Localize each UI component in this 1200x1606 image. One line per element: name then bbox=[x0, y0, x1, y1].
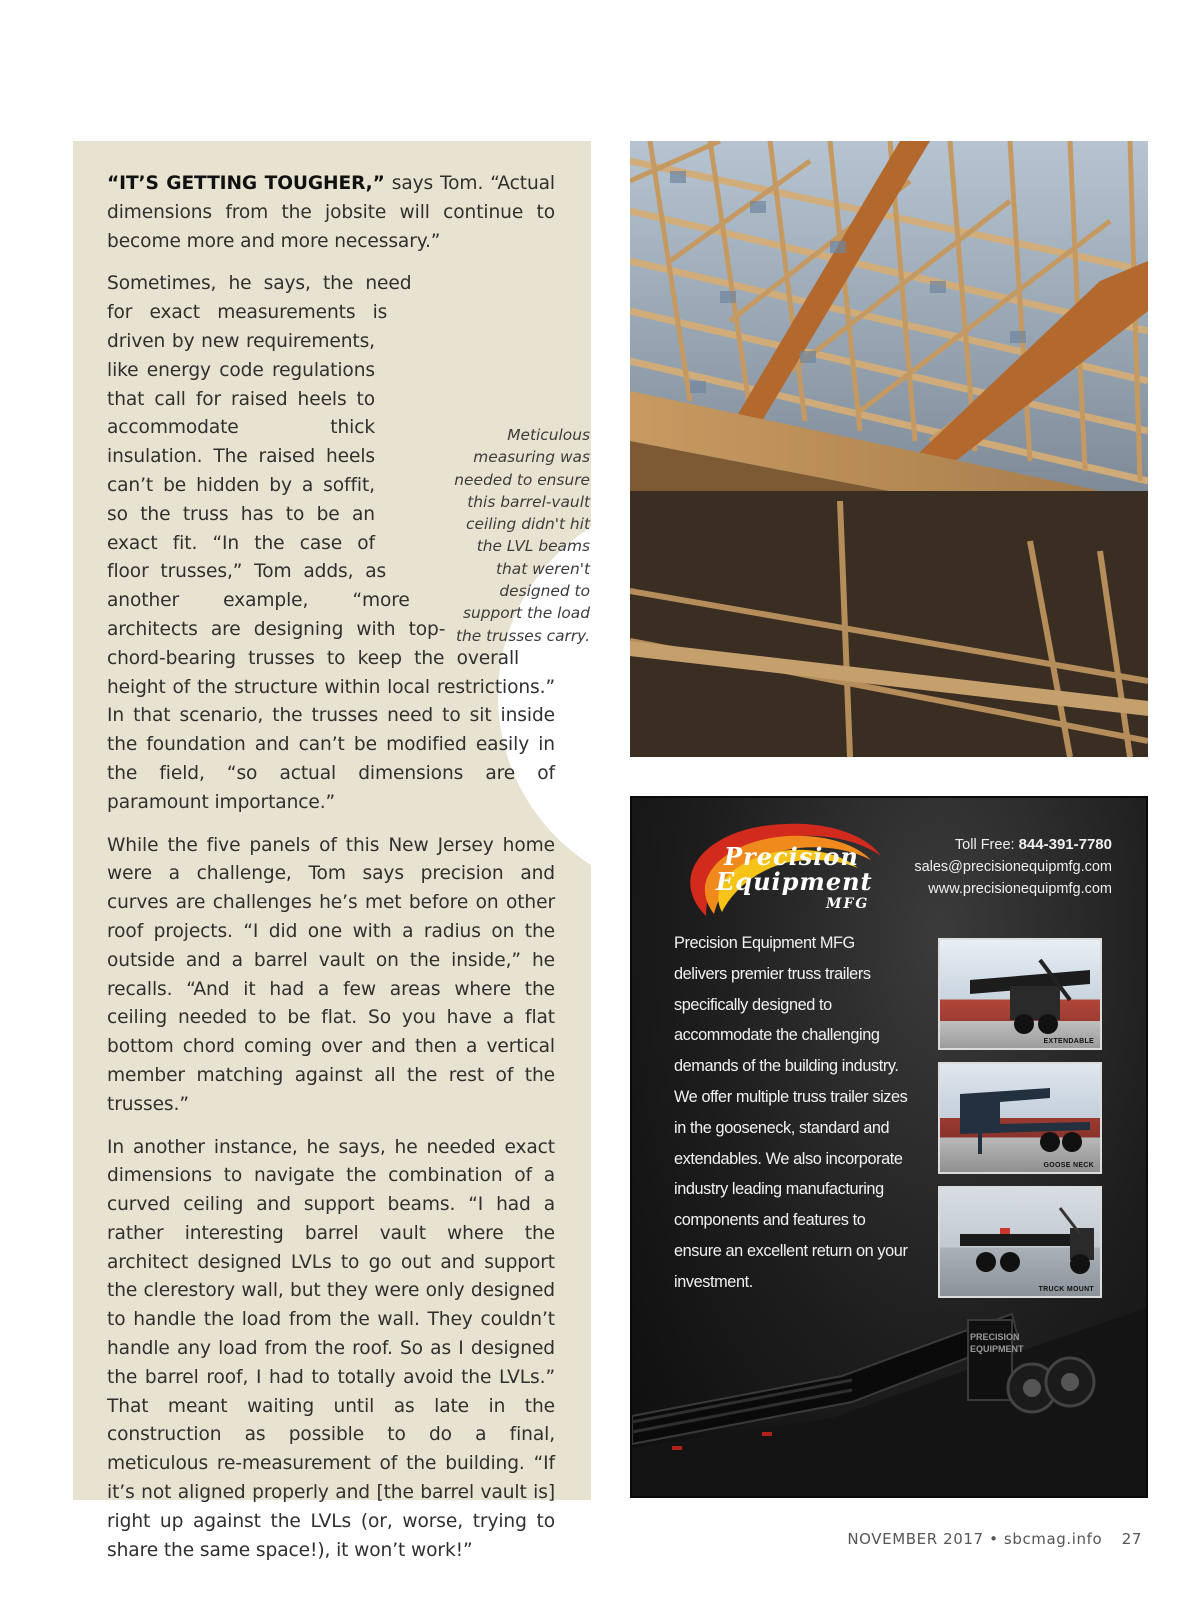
logo-word-precision: Precision bbox=[724, 842, 859, 871]
trailer-thumb-icon-2 bbox=[940, 1064, 1102, 1174]
ad-body-text: Precision Equipment MFG delivers premier truss trailers specifically designed to accommodate the challenging demands of the building industry. We offer multiple truss trailer sizes in the gooseneck, standard and extendables. We also incorporate industry leading manufacturing components and features to ensure an excellent return on your investment. bbox=[674, 934, 908, 1291]
thumb-tag-extendable: EXTENDABLE bbox=[1043, 1038, 1094, 1045]
ad-website[interactable]: www.precisionequipmfg.com bbox=[928, 881, 1112, 897]
toll-free-label: Toll Free: bbox=[954, 837, 1015, 853]
logo-word-mfg: MFG bbox=[826, 896, 870, 912]
logo-word-equipment: Equipment bbox=[716, 867, 873, 896]
precision-equipment-ad bbox=[630, 796, 1148, 1498]
thumb-tag-truck-mount: TRUCK MOUNT bbox=[1038, 1286, 1094, 1293]
toll-free-number[interactable]: 844-391-7780 bbox=[1018, 836, 1112, 853]
article-body bbox=[107, 170, 555, 1579]
ad-logo bbox=[666, 816, 896, 926]
ad-contact-block bbox=[914, 834, 1112, 900]
article-paragraph-3: While the five panels of this New Jersey home were a challenge, Tom says precision and curves are challenges he’s met before on other roof projects. “I did one with a radius on the outside and a barrel vault on the inside,” he recalls. “And it had a few areas where the ceiling needed to be flat. So you have a flat bottom chord coming over and then a vertical member matching against all the rest of the trusses.” bbox=[107, 834, 555, 1115]
gooseneck-trailer-illustration bbox=[632, 1268, 1146, 1498]
thumb-tag-gooseneck: GOOSE NECK bbox=[1043, 1162, 1094, 1169]
truss-photo bbox=[630, 141, 1148, 757]
article-paragraph-1 bbox=[107, 170, 555, 256]
footer-bullet: • bbox=[989, 1530, 999, 1548]
ad-email[interactable]: sales@precisionequipmfg.com bbox=[914, 859, 1112, 875]
photo-caption: Meticulous measuring was needed to ensure this barrel-vault ceiling didn't hit the LVL beams that weren't designed to support the load the trusses carry. bbox=[454, 426, 590, 645]
thumb-extendable bbox=[938, 938, 1102, 1050]
article-paragraph-1-text: says Tom. “Actual dimensions from the jobsite will continue to become more and more necessary.” bbox=[107, 173, 555, 252]
truss-photo-illustration bbox=[630, 141, 1148, 757]
thumb-gooseneck bbox=[938, 1062, 1102, 1174]
trailer-badge-line1: PRECISION bbox=[970, 1332, 1020, 1342]
footer-site[interactable]: sbcmag.info bbox=[1003, 1530, 1103, 1548]
article-paragraph-2: Sometimes, he says, the need for exact measurements is driven by new requirements, like energy code regulations that call for raised heels to accommodate thick insulation. The raised heels can’t be hidden by a soffit, so the truss has to be an exact fit. “In the case of floor trusses,” Tom adds, as another example, “more architects are designing with top-chord-bearing trusses to keep the overall height of the structure within local restrictions.” In that scenario, the trusses need to sit inside the foundation and can’t be modified easily in the field, “so actual dimensions are of paramount importance.” bbox=[107, 273, 555, 813]
footer-page-number: 27 bbox=[1121, 1530, 1142, 1548]
trailer-thumb-icon bbox=[940, 940, 1102, 1050]
footer-issue: NOVEMBER 2017 bbox=[847, 1530, 984, 1548]
article-paragraph-4: In another instance, he says, he needed exact dimensions to navigate the combination of a curved ceiling and support beams. “I had a rather interesting barrel vault where the architect designed LVLs to go out and support the clerestory wall, but they were only designed to handle the load from the wall. They couldn’t handle any load from the roof. So as I designed the barrel roof, I had to totally avoid the LVLs.” That meant waiting until as late in the construction as possible to do a final, meticulous re-measurement of the building. “If it’s not aligned properly and [the barrel vault is] right up against the LVLs (or, worse, trying to share the same space!), it won’t work!” bbox=[107, 1136, 555, 1561]
trailer-badge-line2: EQUIPMENT bbox=[970, 1344, 1024, 1354]
article-lead-quote: “IT’S GETTING TOUGHER,” bbox=[107, 173, 385, 194]
page-footer bbox=[847, 1530, 1142, 1548]
